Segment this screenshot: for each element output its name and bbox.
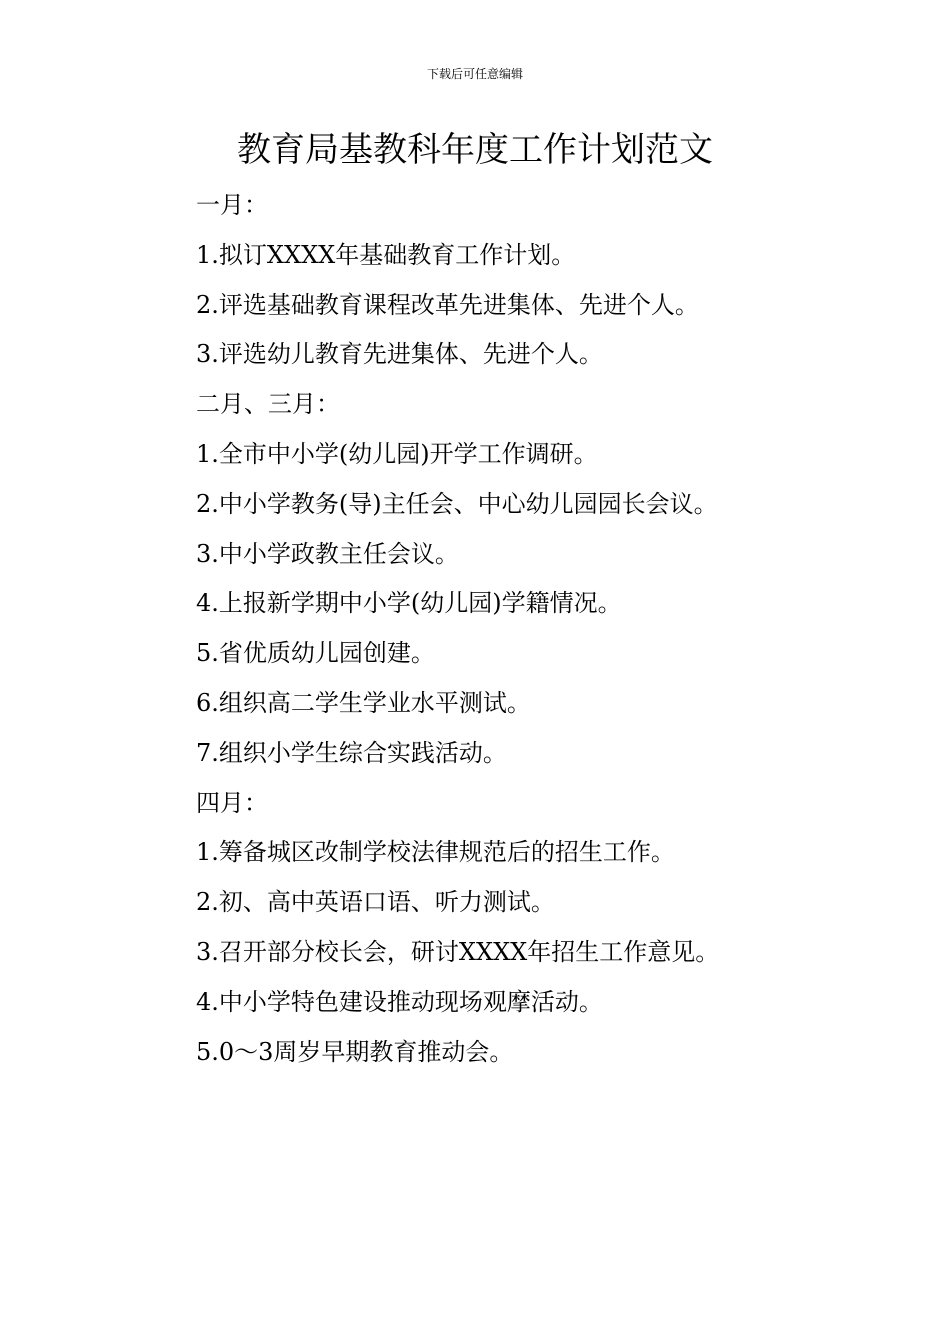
header-note: 下载后可任意编辑 — [426, 67, 523, 81]
list-item: 2.评选基础教育课程改革先进集体、先进个人。 — [196, 290, 699, 319]
list-item: 5.0～3周岁早期教育推动会。 — [196, 1037, 514, 1066]
list-item: 3.召开部分校长会，研讨XXXX年招生工作意见。 — [196, 937, 720, 966]
list-item: 5.省优质幼儿园创建。 — [196, 639, 435, 668]
list-item: 6.组织高二学生学业水平测试。 — [196, 688, 531, 717]
list-item: 4.上报新学期中小学(幼儿园)学籍情况。 — [196, 589, 622, 618]
list-item: 1.筹备城区改制学校法律规范后的招生工作。 — [196, 838, 675, 867]
list-item: 1.全市中小学(幼儿园)开学工作调研。 — [196, 439, 598, 468]
list-item: 4.中小学特色建设推动现场观摩活动。 — [196, 987, 603, 1016]
list-item: 3.评选幼儿教育先进集体、先进个人。 — [196, 340, 603, 369]
section-heading-april: 四月： — [196, 788, 268, 817]
list-item: 2.中小学教务(导)主任会、中心幼儿园园长会议。 — [196, 489, 718, 518]
document-body — [196, 181, 896, 1077]
document-title: 教育局基教科年度工作计划范文 — [237, 130, 713, 170]
list-item: 2.初、高中英语口语、听力测试。 — [196, 888, 555, 917]
section-heading-january: 一月： — [196, 191, 268, 219]
list-item: 1.拟订XXXX年基础教育工作计划。 — [196, 240, 576, 269]
list-item: 3.中小学政教主任会议。 — [196, 539, 459, 568]
section-heading-february-march: 二月、三月： — [196, 390, 340, 419]
list-item: 7.组织小学生综合实践活动。 — [196, 738, 507, 767]
